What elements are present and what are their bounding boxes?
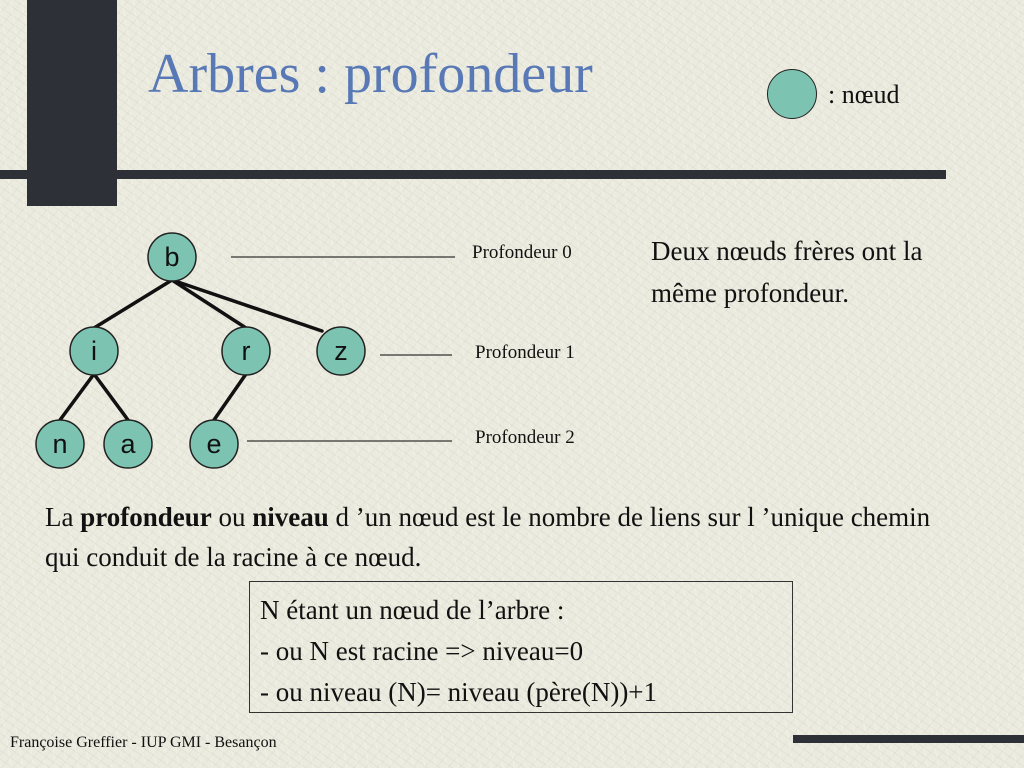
tree-node-label-r: r: [241, 336, 251, 366]
depth-label-0: Profondeur 0: [472, 242, 572, 263]
edge-b-r: [172, 280, 246, 328]
depth-definition: [45, 497, 945, 577]
depth-label-2: Profondeur 2: [475, 427, 575, 448]
tree-node-label-n: n: [52, 429, 68, 459]
slide-title: Arbres : profondeur: [148, 43, 593, 105]
tree-node-label-a: a: [120, 429, 136, 459]
edge-i-a: [94, 374, 128, 420]
definition-text-3: d ’un nœud est le nombre de liens sur l ’unique chemin qui conduit de la racine à ce nœud.: [45, 502, 931, 572]
edge-r-e: [214, 374, 246, 420]
formula-line-1: N étant un nœud de l’arbre :: [260, 595, 565, 625]
edge-b-i: [94, 280, 172, 328]
legend-label: : nœud: [828, 80, 900, 109]
definition-term-niveau: niveau: [252, 502, 329, 532]
definition-text-2: ou: [211, 502, 253, 532]
definition-text-1: La: [45, 502, 81, 532]
tree-node-label-i: i: [91, 336, 97, 366]
edge-i-n: [60, 374, 94, 420]
tree-nodes: [36, 233, 365, 468]
tree-node-label-z: z: [334, 336, 348, 366]
depth-label-1: Profondeur 1: [475, 342, 575, 363]
edge-b-z: [172, 280, 322, 331]
tree-node-label-b: b: [164, 242, 180, 272]
sibling-note: Deux nœuds frères ont la même profondeur.: [651, 236, 923, 308]
definition-term-profondeur: profondeur: [80, 502, 212, 532]
tree-node-label-e: e: [206, 429, 222, 459]
formula-line-2: - ou N est racine => niveau=0: [260, 636, 584, 666]
footer-credit: Françoise Greffier - IUP GMI - Besançon: [10, 734, 277, 751]
formula-line-3: - ou niveau (N)= niveau (père(N))+1: [260, 677, 658, 707]
formula-box: [249, 581, 793, 713]
